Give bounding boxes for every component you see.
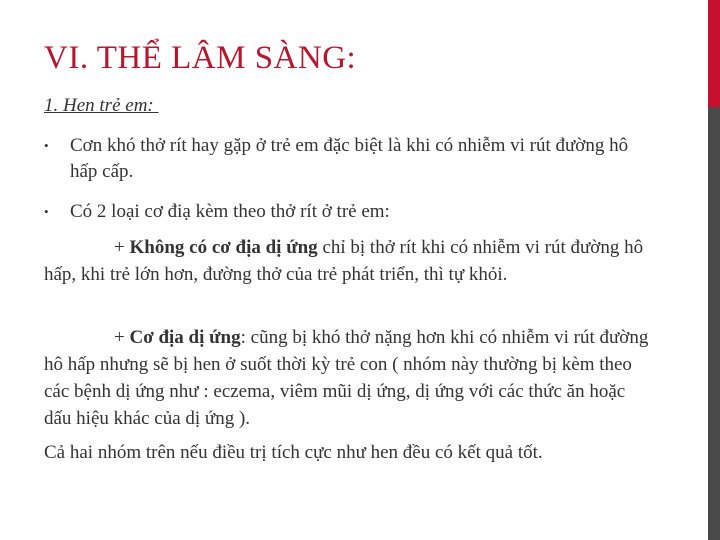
group-allergy-prefix: + (114, 327, 130, 348)
bullet-text-2: Có 2 loại cơ điạ kèm theo thở rít ở trẻ em: (70, 201, 390, 222)
accent-bar-red-segment (708, 0, 720, 107)
group-no-allergy-label: Không có cơ địa dị ứng (129, 237, 318, 258)
group-allergy-label: Cơ địa dị ứng (129, 327, 241, 348)
bullet-item-2 (44, 199, 654, 225)
accent-bar (708, 0, 720, 540)
group-no-allergy-prefix: + (114, 237, 130, 258)
bullet-dot-icon: • (44, 138, 49, 153)
bullet-item-1 (44, 133, 654, 185)
group-no-allergy-paragraph (44, 234, 654, 288)
group-allergy-paragraph (44, 324, 654, 432)
section-subtitle: 1. Hen trẻ em: (44, 95, 159, 116)
group-no-allergy-text: chỉ bị thở rít khi có nhiễm vi rút đường hô hấp, khi trẻ lớn hơn, đường thở của trẻ phát triển, thì tự khỏi. (44, 237, 644, 285)
bullet-dot-icon: • (44, 204, 49, 219)
closing-statement: Cả hai nhóm trên nếu điều trị tích cực như hen đều có kết quả tốt. (44, 442, 543, 463)
slide-title: VI. THỂ LÂM SÀNG: (44, 40, 357, 76)
bullet-text-1: Cơn khó thở rít hay gặp ở trẻ em đặc biệt là khi có nhiễm vi rút đường hô hấp cấp. (70, 135, 629, 182)
group-allergy-text: : cũng bị khó thở nặng hơn khi có nhiễm vi rút đường hô hấp nhưng sẽ bị hen ở suốt thời kỳ trẻ con ( nhóm này thường bị kèm theo các bệnh dị ứng như : eczema, viêm mũi dị ứng, dị ứng với các thức ăn hoặc dấu hiệu khác của dị ứng ). (44, 327, 649, 429)
